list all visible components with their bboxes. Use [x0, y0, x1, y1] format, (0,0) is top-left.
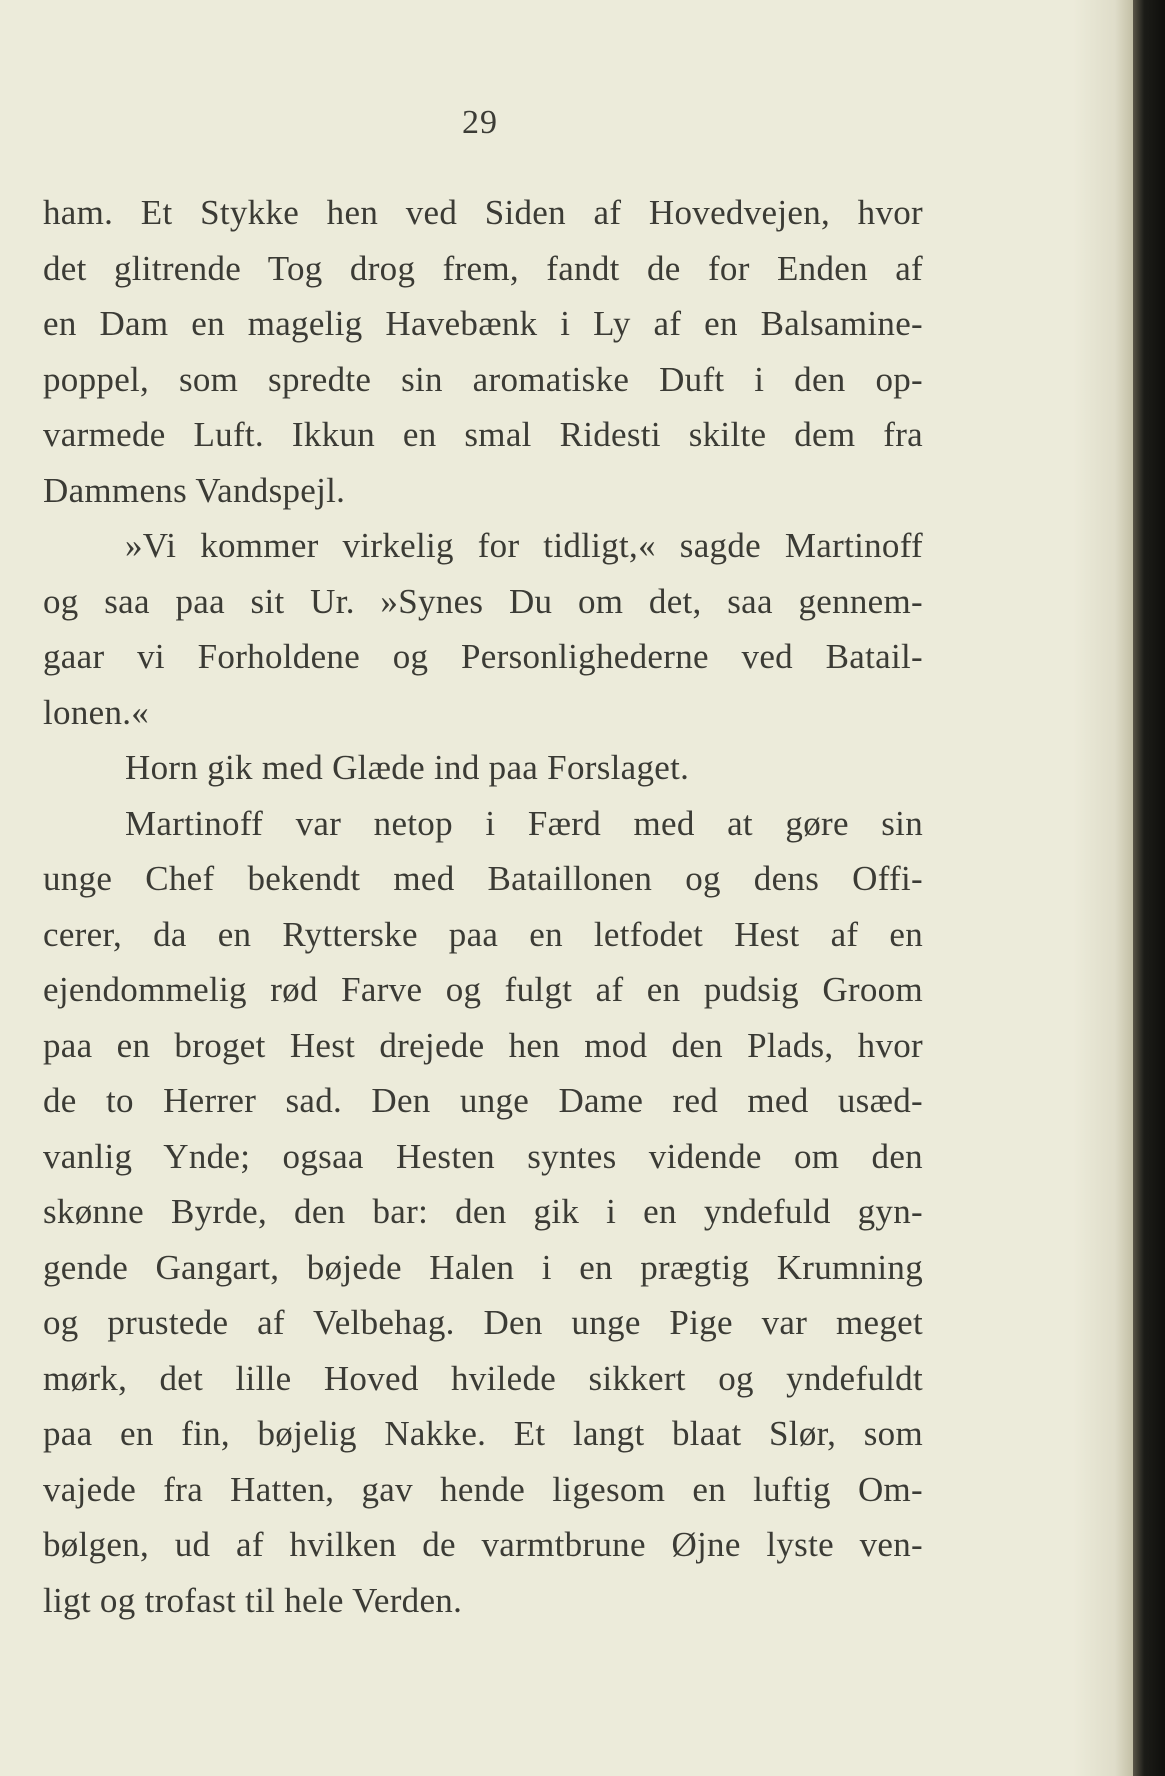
- body-text: [43, 185, 923, 1628]
- text-line: en Dam en magelig Havebænk i Ly af en Balsamine-: [43, 304, 923, 343]
- text-line: Dammens Vandspejl.: [43, 470, 346, 510]
- text-line: ejendommelig rød Farve og fulgt af en pudsig Groom: [43, 970, 923, 1009]
- text-line: og saa paa sit Ur. »Synes Du om det, saa gennem-: [43, 581, 923, 621]
- text-line: unge Chef bekendt med Bataillonen og dens Offi-: [43, 859, 923, 898]
- text-line: vanlig Ynde; ogsaa Hesten syntes vidende om den: [43, 1136, 923, 1176]
- text-line: cerer, da en Rytterske paa en letfodet Hest af en: [43, 914, 923, 954]
- text-line: mørk, det lille Hoved hvilede sikkert og yndefuldt: [43, 1358, 923, 1398]
- text-line: vajede fra Hatten, gav hende ligesom en luftig Om-: [43, 1469, 923, 1509]
- text-line: ham. Et Stykke hen ved Siden af Hovedvejen, hvor: [43, 193, 923, 232]
- text-line: »Vi kommer virkelig for tidligt,« sagde Martinoff: [125, 526, 923, 565]
- book-binding-edge: [1133, 0, 1165, 1776]
- text-line: de to Herrer sad. Den unge Dame red med usæd-: [43, 1081, 923, 1120]
- page-edge-shadow: [1073, 0, 1133, 1776]
- text-line: det glitrende Tog drog frem, fandt de for Enden af: [43, 248, 923, 288]
- text-line: gaar vi Forholdene og Personlighederne ved Batail-: [43, 637, 923, 676]
- text-line: paa en broget Hest drejede hen mod den Plads, hvor: [43, 1025, 923, 1065]
- page-number: 29: [462, 104, 498, 141]
- text-line: bølgen, ud af hvilken de varmtbrune Øjne lyste ven-: [43, 1525, 923, 1564]
- text-line: skønne Byrde, den bar: den gik i en yndefuld gyn-: [43, 1192, 923, 1231]
- text-line: paa en fin, bøjelig Nakke. Et langt blaat Slør, som: [43, 1414, 923, 1453]
- text-line: Martinoff var netop i Færd med at gøre sin: [125, 803, 923, 843]
- text-line: poppel, som spredte sin aromatiske Duft i den op-: [43, 359, 923, 399]
- text-line: lonen.«: [43, 692, 150, 732]
- text-line: og prustede af Velbehag. Den unge Pige var meget: [43, 1303, 923, 1342]
- text-line: Horn gik med Glæde ind paa Forslaget.: [125, 748, 690, 787]
- text-line: ligt og trofast til hele Verden.: [43, 1580, 463, 1620]
- text-line: varmede Luft. Ikkun en smal Ridesti skilte dem fra: [43, 415, 923, 454]
- text-line: gende Gangart, bøjede Halen i en prægtig Krumning: [43, 1247, 923, 1287]
